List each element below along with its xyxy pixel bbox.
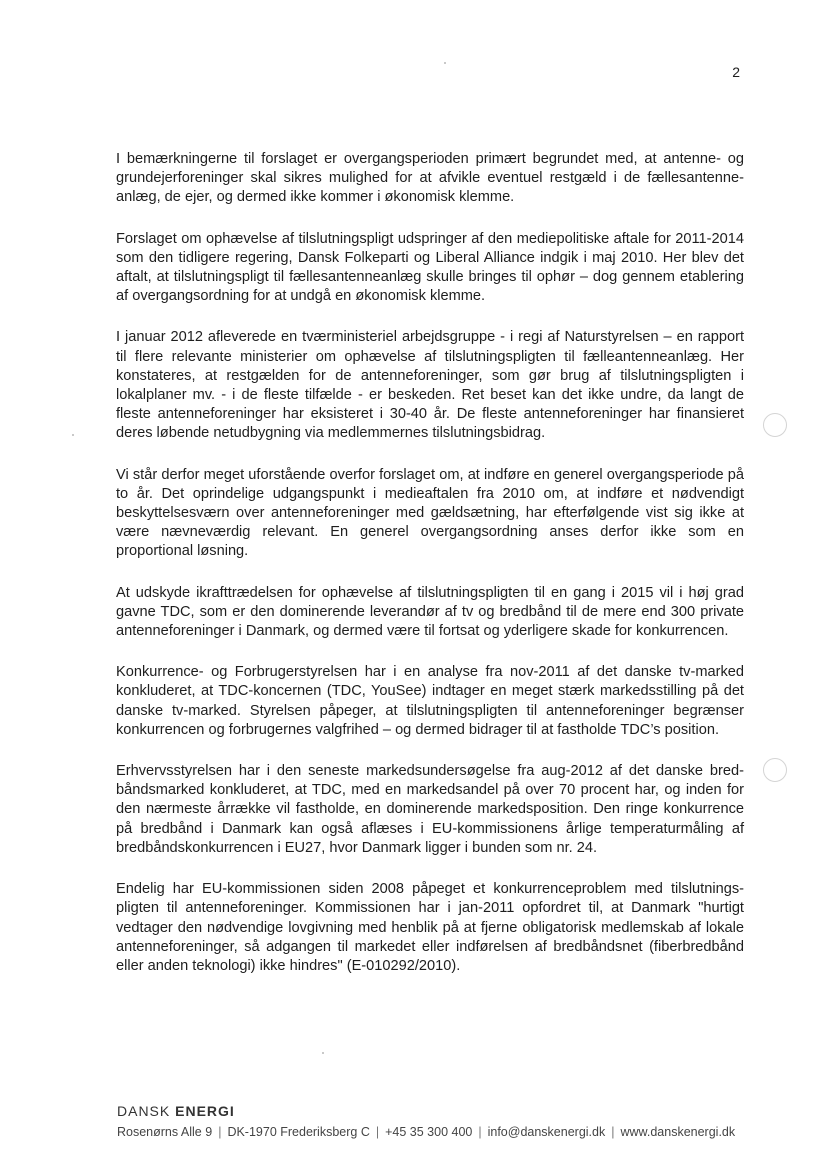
paragraph-4: Vi står derfor meget uforstående overfor forslaget om, at indføre en generel overgangsperiode på to år. Det oprindelige udgangspunkt i medieaftalen fra 2010 om, at indføre et nødvendigt beskyttelsesværn over antenneforeninger med gældsætning, har efterfølgende vist sig ikke at være nævneværdig relevant. En generel overgangsordning anses derfor ikke som en proportional løsning.	[116, 466, 744, 560]
letter-body	[116, 150, 744, 998]
footer-contact-line	[117, 1125, 757, 1139]
punch-hole-mark	[763, 413, 787, 437]
company-logo: DANSK ENERGI	[117, 1103, 235, 1119]
paragraph-7: Erhvervsstyrelsen har i den seneste markedsundersøgelse fra aug-2012 af det danske bredbåndsmarked konkluderet, at TDC, med en markedsandel på over 70 procent har, og inden for den nærmeste årrække vil fastholde, en dominerende markedsposition. Den ringe konkurrence på bredbånd i Danmark kan også aflæses i EU-kommissionens årlige temperaturmåling af bredbåndskonkurrencen i EU27, hvor Danmark ligger i bunden som nr. 24.	[116, 763, 744, 856]
paragraph-8: Endelig har EU-kommissionen siden 2008 påpeget et konkurrenceproblem med tilslutningspligten til antenneforeninger. Kommissionen har i jan-2011 opfordret til, at Danmark "hurtigt vedtager den nødvendige lovgivning med henblik på at fjerne obligatorisk medlemskab af lokale antenneforeninger, så adgangen til markedet eller indførelsen af bredbåndsnet (fiberbredbånd eller anden teknologi) ikke hindres" (E-010292/2010).	[116, 881, 744, 974]
scan-speck	[444, 62, 446, 64]
footer-postal: DK-1970 Frederiksberg C	[227, 1125, 370, 1139]
paragraph-5: At udskyde ikrafttrædelsen for ophævelse af tilslutningspligten til en gang i 2015 vil i høj grad gavne TDC, som er den dominerende leverandør af tv og bredbånd til de mere end 300 private antenneforeninger i Danmark, og dermed være til fortsat og yderligere skade for konkurrencen.	[116, 584, 744, 640]
footer-address: Rosenørns Alle 9	[117, 1125, 213, 1139]
footer-separator: |	[611, 1125, 615, 1139]
paragraph-3: I januar 2012 afleverede en tværministeriel arbejdsgruppe - i regi af Naturstyrelsen – en rapport til flere relevante ministerier om ophævelse af tilslutningspligten til fælleantenneanlæg. Her konstateres, at restgælden for de antenneforeninger, som gør brug af tilslutningspligten i lokalplaner mv. - i de fleste tilfælde - er beskeden. Ret beset kan det ikke undre, da langt de fleste antenneforeninger har eksisteret i 30-40 år. De fleste antenneforeninger har finansieret deres løbende netudbygning via medlemmernes tilslutningsbidrag.	[116, 329, 744, 442]
footer-separator: |	[218, 1125, 222, 1139]
footer-phone: +45 35 300 400	[385, 1125, 473, 1139]
paragraph-1: I bemærkningerne til forslaget er overgangsperioden primært begrundet med, at antenne- og grundejerforeninger skal sikres mulighed for at afvikle eventuel restgæld i de fællesantenneanlæg, de ejer, og dermed ikke kommer i økonomisk klemme.	[116, 151, 744, 206]
footer-email: info@danskenergi.dk	[487, 1125, 606, 1139]
paragraph-6: Konkurrence- og Forbrugerstyrelsen har i en analyse fra nov-2011 af det danske tv-marked konkluderet, at TDC-koncernen (TDC, YouSee) indtager en meget stærk markedsstilling på det danske tv-marked. Styrelsen påpeger, at tilslutningspligten til antenneforeninger begrænser konkurrencen og forbrugernes valgfrihed – og dermed bidrager til at fastholde TDC’s position.	[116, 664, 744, 738]
footer-separator: |	[478, 1125, 482, 1139]
paragraph-2: Forslaget om ophævelse af tilslutningspligt udspringer af den mediepolitiske aftale for 2011-2014 som den tidligere regering, Dansk Folkeparti og Liberal Alliance indgik i maj 2010. Her blev det aftalt, at tilslutningspligt til fællesantenneanlæg skulle bringes til ophør – dog gennem etablering af overgangsordning for at undgå en økonomisk klemme.	[116, 230, 744, 305]
page-number: 2	[732, 64, 740, 80]
footer-separator: |	[375, 1125, 380, 1139]
scan-speck	[322, 1052, 324, 1054]
scan-speck	[72, 434, 74, 436]
punch-hole-mark	[763, 758, 787, 782]
footer-website: www.danskenergi.dk	[620, 1125, 736, 1139]
